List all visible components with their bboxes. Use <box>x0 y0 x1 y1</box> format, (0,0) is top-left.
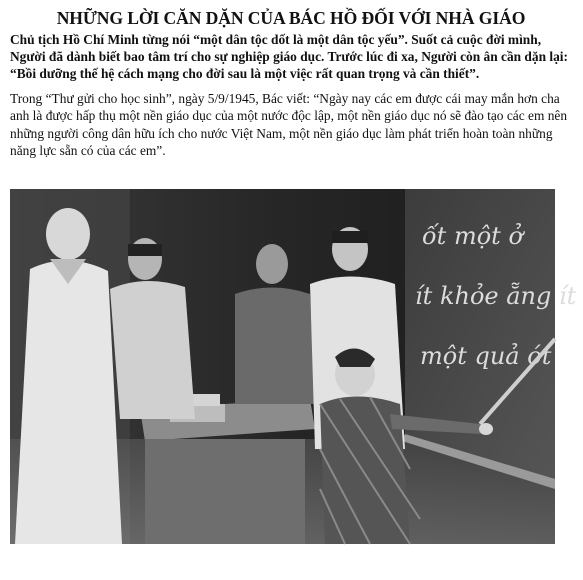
chalk-line-2: ít khỏe ẵng ít <box>415 282 577 310</box>
article-body: Trong “Thư gửi cho học sinh”, ngày 5/9/1945, Bác viết: “Ngày nay các em được cái may mắn hơn cha anh là được hấp thụ một nền giáo dục của một nước độc lập, một nền giáo dục nó sẽ đào tạo các em nên những người công dân hữu ích cho nước Việt Nam, một nền giáo dục làm phát triển hoàn toàn những năng lực sẵn có của các em”. <box>10 90 568 159</box>
historic-photo <box>10 189 577 544</box>
article-lead: Chủ tịch Hồ Chí Minh từng nói “một dân tộc dốt là một dân tộc yếu”. Suốt cả cuộc đời mình, Người đã dành biết bao tâm trí cho sự nghiệp giáo dục. Trước lúc đi xa, Người còn ân cần dặn lại: “Bồi dưỡng thế hệ cách mạng cho đời sau là một việc rất quan trọng và cần thiết”. <box>10 32 568 82</box>
chalkboard <box>402 189 577 489</box>
chalk-line-3: một quả ớt <box>420 342 552 370</box>
article-title: NHỮNG LỜI CĂN DẶN CỦA BÁC HỒ ĐỐI VỚI NHÀ GIÁO <box>56 8 526 28</box>
article <box>10 6 572 160</box>
chalk-line-1: ốt một ở <box>422 222 523 250</box>
photo-illustration <box>10 189 577 544</box>
